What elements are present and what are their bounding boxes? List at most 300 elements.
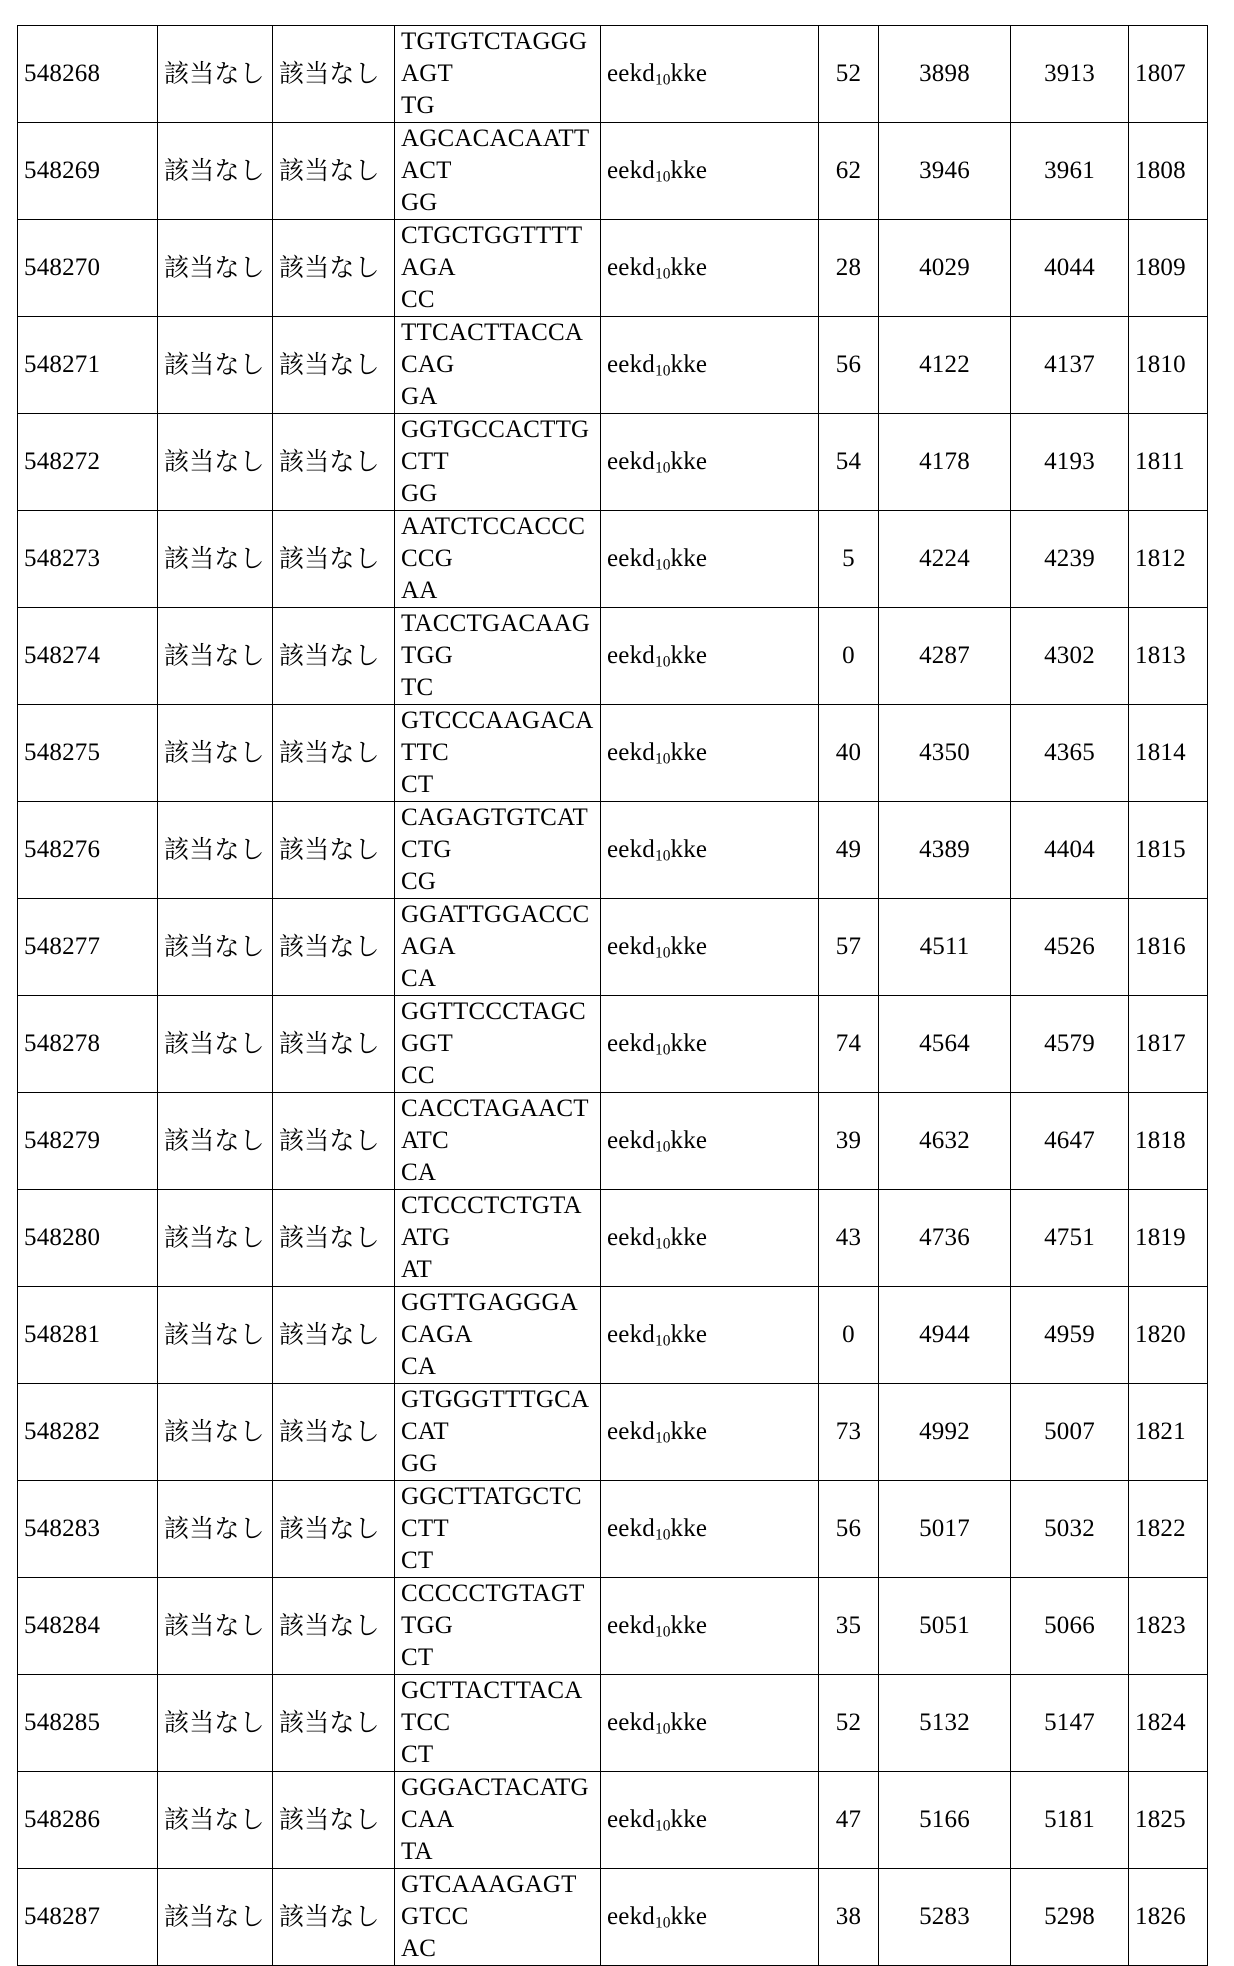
cell-identifier: 548270 [18,220,158,317]
cell-peptide-label [601,608,819,705]
cell-dna-sequence [395,511,601,608]
sequence-line-1: TTCACTTACCACAG [401,319,584,378]
cell-note-2: 該当なし [273,1772,395,1869]
cell-end-position: 4044 [1011,220,1129,317]
cell-identifier: 548280 [18,1190,158,1287]
cell-peptide-label [601,802,819,899]
peptide-subscript: 10 [655,1817,671,1835]
cell-end-position: 4302 [1011,608,1129,705]
cell-end-position: 5032 [1011,1481,1129,1578]
peptide-suffix: kke [670,350,708,378]
sequence-line-2: CA [401,965,437,992]
peptide-subscript: 10 [655,556,671,574]
cell-peptide-label [601,1772,819,1869]
sequence-line-2: GG [401,189,438,216]
cell-score-value: 0 [819,1287,879,1384]
table-row [18,1190,1208,1287]
peptide-subscript: 10 [655,1332,671,1350]
cell-peptide-label [601,220,819,317]
cell-seq-id-number: 1808 [1129,123,1208,220]
table-row [18,1675,1208,1772]
sequence-line-1: CACCTAGAACTATC [401,1095,589,1154]
cell-dna-sequence [395,317,601,414]
table-row [18,899,1208,996]
peptide-subscript: 10 [655,1429,671,1447]
cell-end-position: 5181 [1011,1772,1129,1869]
cell-identifier: 548269 [18,123,158,220]
table-row [18,1481,1208,1578]
table-row [18,1869,1208,1966]
peptide-suffix: kke [670,1126,708,1154]
peptide-prefix: eekd [607,1902,655,1930]
table-row [18,26,1208,123]
peptide-prefix: eekd [607,156,655,184]
peptide-prefix: eekd [607,1611,655,1639]
cell-score-value: 47 [819,1772,879,1869]
cell-dna-sequence [395,608,601,705]
cell-seq-id-number: 1819 [1129,1190,1208,1287]
cell-score-value: 57 [819,899,879,996]
cell-note-2: 該当なし [273,802,395,899]
cell-seq-id-number: 1813 [1129,608,1208,705]
cell-note-1: 該当なし [158,414,273,511]
peptide-suffix: kke [670,59,708,87]
sequence-line-1: GTCCCAAGACATTC [401,707,594,766]
cell-end-position: 5066 [1011,1578,1129,1675]
table-row [18,608,1208,705]
table-row [18,1578,1208,1675]
cell-score-value: 0 [819,608,879,705]
sequence-line-1: GGTTGAGGGACAGA [401,1289,578,1348]
cell-score-value: 5 [819,511,879,608]
peptide-suffix: kke [670,1029,708,1057]
peptide-suffix: kke [670,253,708,281]
cell-note-1: 該当なし [158,1869,273,1966]
cell-note-1: 該当なし [158,1481,273,1578]
sequence-line-2: AC [401,1935,437,1962]
cell-peptide-label [601,1578,819,1675]
peptide-subscript: 10 [655,1914,671,1932]
cell-score-value: 35 [819,1578,879,1675]
cell-identifier: 548268 [18,26,158,123]
cell-score-value: 74 [819,996,879,1093]
sequence-line-2: CT [401,771,434,798]
peptide-subscript: 10 [655,1526,671,1544]
cell-note-1: 該当なし [158,220,273,317]
cell-identifier: 548276 [18,802,158,899]
cell-score-value: 39 [819,1093,879,1190]
sequence-line-1: CCCCCTGTAGTTGG [401,1580,585,1639]
cell-start-position: 4350 [879,705,1011,802]
peptide-prefix: eekd [607,447,655,475]
cell-note-1: 該当なし [158,26,273,123]
sequence-line-2: AT [401,1256,432,1283]
cell-seq-id-number: 1824 [1129,1675,1208,1772]
cell-peptide-label [601,996,819,1093]
cell-identifier: 548285 [18,1675,158,1772]
peptide-subscript: 10 [655,1720,671,1738]
peptide-prefix: eekd [607,1417,655,1445]
peptide-suffix: kke [670,544,708,572]
table-row [18,317,1208,414]
sequence-line-1: GGCTTATGCTCCTT [401,1483,582,1542]
cell-seq-id-number: 1815 [1129,802,1208,899]
sequence-line-1: GGGACTACATGCAA [401,1774,589,1833]
cell-note-2: 該当なし [273,899,395,996]
peptide-subscript: 10 [655,750,671,768]
cell-note-1: 該当なし [158,1772,273,1869]
cell-seq-id-number: 1820 [1129,1287,1208,1384]
cell-dna-sequence [395,802,601,899]
cell-peptide-label [601,1481,819,1578]
peptide-subscript: 10 [655,847,671,865]
cell-seq-id-number: 1825 [1129,1772,1208,1869]
sequence-line-2: CT [401,1741,434,1768]
peptide-prefix: eekd [607,835,655,863]
cell-dna-sequence [395,220,601,317]
peptide-suffix: kke [670,1514,708,1542]
peptide-prefix: eekd [607,1223,655,1251]
cell-seq-id-number: 1817 [1129,996,1208,1093]
cell-dna-sequence [395,1578,601,1675]
sequence-line-1: TGTGTCTAGGGAGT [401,28,588,87]
sequence-line-1: GCTTACTTACATCC [401,1677,583,1736]
sequence-line-2: CC [401,1062,435,1089]
cell-score-value: 56 [819,1481,879,1578]
peptide-prefix: eekd [607,1514,655,1542]
sequence-line-1: CTGCTGGTTTTAGA [401,222,583,281]
cell-dna-sequence [395,414,601,511]
cell-note-2: 該当なし [273,1578,395,1675]
cell-start-position: 4029 [879,220,1011,317]
sequence-line-2: GG [401,480,438,507]
peptide-prefix: eekd [607,641,655,669]
peptide-prefix: eekd [607,1708,655,1736]
sequence-line-1: GGTTCCCTAGCGGT [401,998,586,1057]
cell-dna-sequence [395,1481,601,1578]
cell-seq-id-number: 1810 [1129,317,1208,414]
cell-note-2: 該当なし [273,996,395,1093]
cell-end-position: 3913 [1011,26,1129,123]
peptide-suffix: kke [670,641,708,669]
cell-end-position: 4959 [1011,1287,1129,1384]
cell-start-position: 4511 [879,899,1011,996]
peptide-suffix: kke [670,835,708,863]
cell-note-1: 該当なし [158,1384,273,1481]
sequence-line-2: GG [401,1450,438,1477]
peptide-prefix: eekd [607,59,655,87]
cell-score-value: 62 [819,123,879,220]
peptide-subscript: 10 [655,1041,671,1059]
table-row [18,1093,1208,1190]
cell-score-value: 56 [819,317,879,414]
table-row [18,414,1208,511]
cell-start-position: 3898 [879,26,1011,123]
cell-score-value: 52 [819,1675,879,1772]
cell-end-position: 4239 [1011,511,1129,608]
cell-peptide-label [601,1869,819,1966]
cell-peptide-label [601,511,819,608]
cell-start-position: 4992 [879,1384,1011,1481]
cell-end-position: 4193 [1011,414,1129,511]
cell-note-1: 該当なし [158,705,273,802]
cell-start-position: 4736 [879,1190,1011,1287]
cell-identifier: 548277 [18,899,158,996]
sequence-line-2: AA [401,577,438,604]
cell-note-1: 該当なし [158,899,273,996]
cell-seq-id-number: 1811 [1129,414,1208,511]
table-row [18,1287,1208,1384]
cell-start-position: 5283 [879,1869,1011,1966]
cell-identifier: 548284 [18,1578,158,1675]
cell-start-position: 4224 [879,511,1011,608]
cell-end-position: 5007 [1011,1384,1129,1481]
cell-peptide-label [601,317,819,414]
cell-score-value: 73 [819,1384,879,1481]
cell-note-2: 該当なし [273,1384,395,1481]
peptide-prefix: eekd [607,932,655,960]
cell-identifier: 548275 [18,705,158,802]
cell-identifier: 548278 [18,996,158,1093]
cell-dna-sequence [395,899,601,996]
peptide-prefix: eekd [607,1320,655,1348]
peptide-subscript: 10 [655,653,671,671]
cell-note-2: 該当なし [273,1190,395,1287]
cell-peptide-label [601,26,819,123]
table-row [18,802,1208,899]
cell-note-2: 該当なし [273,26,395,123]
cell-identifier: 548272 [18,414,158,511]
cell-note-2: 該当なし [273,317,395,414]
cell-end-position: 4404 [1011,802,1129,899]
cell-note-1: 該当なし [158,1675,273,1772]
sequence-line-2: CT [401,1644,434,1671]
cell-start-position: 4389 [879,802,1011,899]
table-row [18,1384,1208,1481]
cell-identifier: 548287 [18,1869,158,1966]
sequence-line-2: CT [401,1547,434,1574]
cell-note-1: 該当なし [158,608,273,705]
cell-start-position: 3946 [879,123,1011,220]
cell-start-position: 5166 [879,1772,1011,1869]
cell-identifier: 548283 [18,1481,158,1578]
sequence-line-1: GTCAAAGAGTGTCC [401,1871,577,1930]
cell-start-position: 5132 [879,1675,1011,1772]
peptide-subscript: 10 [655,1623,671,1641]
cell-peptide-label [601,414,819,511]
cell-note-2: 該当なし [273,123,395,220]
cell-start-position: 4178 [879,414,1011,511]
cell-dna-sequence [395,26,601,123]
cell-start-position: 4122 [879,317,1011,414]
sequence-table-body [18,26,1208,1966]
sequence-line-2: CG [401,868,437,895]
cell-dna-sequence [395,1384,601,1481]
cell-score-value: 54 [819,414,879,511]
peptide-subscript: 10 [655,944,671,962]
sequence-line-2: CC [401,286,435,313]
cell-identifier: 548281 [18,1287,158,1384]
table-row [18,511,1208,608]
peptide-suffix: kke [670,1417,708,1445]
sequence-line-2: TC [401,674,434,701]
peptide-prefix: eekd [607,350,655,378]
cell-identifier: 548271 [18,317,158,414]
sequence-line-2: GA [401,383,438,410]
peptide-subscript: 10 [655,265,671,283]
cell-start-position: 4944 [879,1287,1011,1384]
cell-note-1: 該当なし [158,1190,273,1287]
cell-dna-sequence [395,705,601,802]
cell-seq-id-number: 1816 [1129,899,1208,996]
peptide-subscript: 10 [655,1235,671,1253]
cell-start-position: 5051 [879,1578,1011,1675]
peptide-suffix: kke [670,447,708,475]
cell-note-2: 該当なし [273,1093,395,1190]
cell-start-position: 4564 [879,996,1011,1093]
cell-identifier: 548282 [18,1384,158,1481]
cell-score-value: 28 [819,220,879,317]
cell-identifier: 548273 [18,511,158,608]
peptide-suffix: kke [670,1611,708,1639]
sequence-line-1: GGTGCCACTTGCTT [401,416,590,475]
sequence-line-1: AATCTCCACCCCCG [401,513,586,572]
cell-end-position: 3961 [1011,123,1129,220]
cell-note-2: 該当なし [273,220,395,317]
table-row [18,123,1208,220]
cell-peptide-label [601,1287,819,1384]
table-row [18,996,1208,1093]
peptide-suffix: kke [670,156,708,184]
table-row [18,705,1208,802]
sequence-line-2: TA [401,1838,433,1865]
cell-score-value: 40 [819,705,879,802]
cell-dna-sequence [395,996,601,1093]
cell-dna-sequence [395,1287,601,1384]
cell-score-value: 38 [819,1869,879,1966]
cell-dna-sequence [395,1772,601,1869]
peptide-suffix: kke [670,1708,708,1736]
sequence-line-1: CTCCCTCTGTAATG [401,1192,582,1251]
cell-dna-sequence [395,1675,601,1772]
peptide-suffix: kke [670,1223,708,1251]
cell-seq-id-number: 1809 [1129,220,1208,317]
peptide-suffix: kke [670,1902,708,1930]
cell-start-position: 4287 [879,608,1011,705]
cell-seq-id-number: 1821 [1129,1384,1208,1481]
cell-seq-id-number: 1822 [1129,1481,1208,1578]
cell-end-position: 4579 [1011,996,1129,1093]
sequence-line-1: TACCTGACAAGTGG [401,610,591,669]
sequence-line-1: AGCACACAATTACT [401,125,590,184]
peptide-prefix: eekd [607,1029,655,1057]
cell-end-position: 4526 [1011,899,1129,996]
cell-note-2: 該当なし [273,608,395,705]
cell-note-1: 該当なし [158,511,273,608]
sequence-line-2: TG [401,92,435,119]
cell-end-position: 5298 [1011,1869,1129,1966]
cell-peptide-label [601,1675,819,1772]
cell-note-1: 該当なし [158,1287,273,1384]
peptide-suffix: kke [670,738,708,766]
cell-peptide-label [601,1190,819,1287]
cell-identifier: 548279 [18,1093,158,1190]
cell-identifier: 548274 [18,608,158,705]
cell-note-2: 該当なし [273,1481,395,1578]
cell-score-value: 43 [819,1190,879,1287]
peptide-suffix: kke [670,1805,708,1833]
peptide-subscript: 10 [655,71,671,89]
sequence-table [17,25,1208,1966]
cell-end-position: 4751 [1011,1190,1129,1287]
cell-end-position: 4365 [1011,705,1129,802]
cell-peptide-label [601,899,819,996]
cell-seq-id-number: 1823 [1129,1578,1208,1675]
peptide-subscript: 10 [655,459,671,477]
cell-dna-sequence [395,123,601,220]
cell-note-2: 該当なし [273,1287,395,1384]
cell-note-1: 該当なし [158,317,273,414]
sequence-line-1: CAGAGTGTCATCTG [401,804,588,863]
cell-peptide-label [601,1093,819,1190]
cell-note-1: 該当なし [158,123,273,220]
cell-start-position: 4632 [879,1093,1011,1190]
cell-peptide-label [601,705,819,802]
sequence-line-2: CA [401,1159,437,1186]
cell-note-2: 該当なし [273,1675,395,1772]
cell-end-position: 4137 [1011,317,1129,414]
cell-peptide-label [601,1384,819,1481]
peptide-subscript: 10 [655,362,671,380]
cell-identifier: 548286 [18,1772,158,1869]
peptide-prefix: eekd [607,253,655,281]
table-row [18,220,1208,317]
cell-end-position: 5147 [1011,1675,1129,1772]
peptide-subscript: 10 [655,168,671,186]
cell-dna-sequence [395,1190,601,1287]
sequence-line-2: CA [401,1353,437,1380]
cell-end-position: 4647 [1011,1093,1129,1190]
cell-score-value: 49 [819,802,879,899]
peptide-suffix: kke [670,932,708,960]
cell-seq-id-number: 1807 [1129,26,1208,123]
cell-seq-id-number: 1826 [1129,1869,1208,1966]
cell-peptide-label [601,123,819,220]
cell-note-2: 該当なし [273,414,395,511]
peptide-prefix: eekd [607,544,655,572]
cell-note-2: 該当なし [273,511,395,608]
cell-dna-sequence [395,1869,601,1966]
peptide-prefix: eekd [607,1805,655,1833]
table-row [18,1772,1208,1869]
cell-seq-id-number: 1812 [1129,511,1208,608]
cell-note-2: 該当なし [273,705,395,802]
sequence-line-1: GGATTGGACCCAGA [401,901,590,960]
peptide-prefix: eekd [607,1126,655,1154]
cell-note-1: 該当なし [158,802,273,899]
cell-start-position: 5017 [879,1481,1011,1578]
cell-note-2: 該当なし [273,1869,395,1966]
peptide-suffix: kke [670,1320,708,1348]
cell-note-1: 該当なし [158,1578,273,1675]
cell-seq-id-number: 1818 [1129,1093,1208,1190]
cell-note-1: 該当なし [158,1093,273,1190]
cell-seq-id-number: 1814 [1129,705,1208,802]
sequence-line-1: GTGGGTTTGCACAT [401,1386,590,1445]
cell-dna-sequence [395,1093,601,1190]
cell-score-value: 52 [819,26,879,123]
peptide-subscript: 10 [655,1138,671,1156]
